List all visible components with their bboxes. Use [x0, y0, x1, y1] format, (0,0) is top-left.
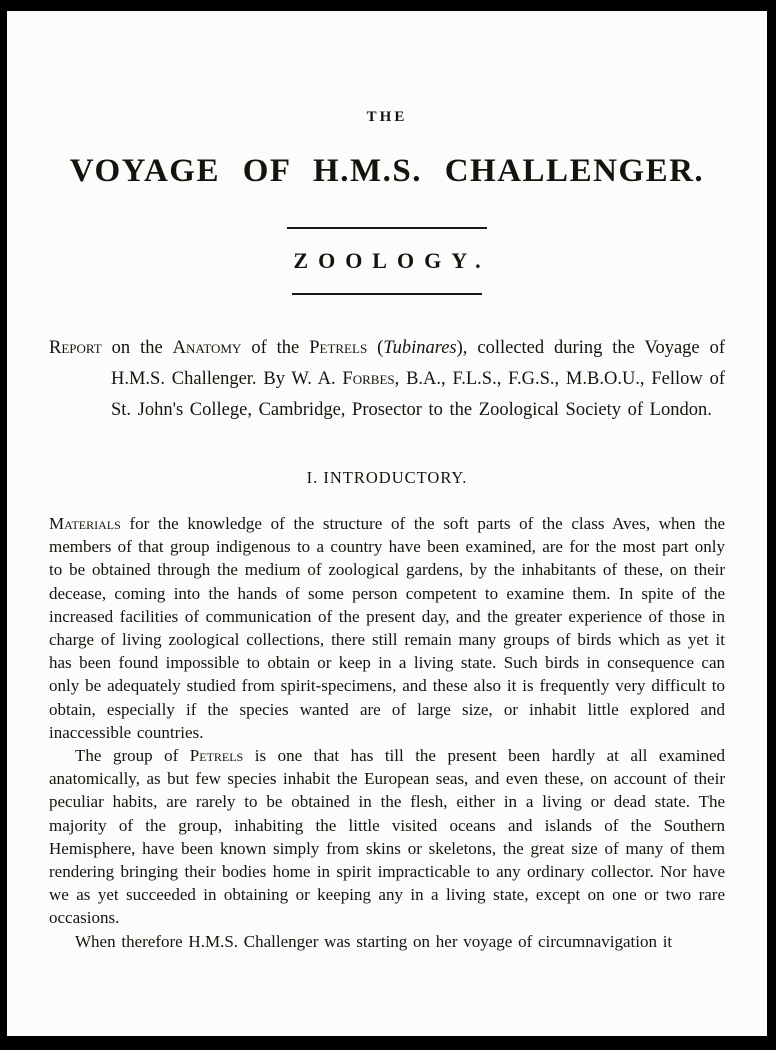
document-page — [7, 11, 767, 1036]
body-paragraph-3 — [49, 930, 725, 953]
byline-petrels-word: Petrels — [309, 338, 368, 358]
kicker-the: THE — [366, 109, 408, 125]
byline-text: of the — [241, 338, 310, 358]
paragraph-lead-word: Materials — [49, 514, 121, 533]
paragraph-text: When therefore H.M.S. Challenger was starting on her voyage of circumnavigation it — [75, 931, 673, 951]
divider-rule-bottom — [292, 293, 482, 295]
page-title: VOYAGE OF H.M.S. CHALLENGER. — [69, 153, 705, 189]
paragraph-text: The group of — [75, 746, 190, 766]
paragraph-text: for the knowledge of the structure of the soft parts of the class Aves, when the members of that group indigenous to a country have been examined, are for the most part only to be obtained through the medium of zoological gardens, by the inhabitants of these, on their decease, coming into the hands of some person competent to examine them. In spite of the increased facilities of communication of the present day, and the greater experience of those in charge of living zoological collections, there still remain many groups of birds which as yet it has been found impossible to obtain or keep in a living state. Such birds in consequence can only be adequately studied from spirit-specimens, and these also it is frequently very difficult to obtain, especially if the species wanted are of large size, or inhabit little explored and inaccessible countries. — [49, 514, 725, 742]
byline-text: on the — [101, 338, 173, 358]
report-byline — [49, 333, 725, 426]
divider-rule-top — [287, 227, 487, 229]
section-heading-zoology: ZOOLOGY. — [293, 248, 491, 273]
intro-section-heading: I. INTRODUCTORY. — [306, 468, 468, 487]
paragraph-petrels-word: Petrels — [189, 746, 244, 766]
byline-text: ), collected during the Voyage of H.M.S. Challenger. By W. A. — [111, 338, 725, 389]
byline-text: , B.A., F.L.S., F.G.S., M.B.O.U., Fellow of St. John's College, Cambridge, Prosector to the Zoological Society of London. — [111, 369, 725, 420]
byline-forbes-word: Forbes — [342, 369, 395, 389]
body-paragraph-1 — [49, 512, 725, 744]
byline-tubinares-word: Tubinares — [383, 338, 457, 358]
byline-report-word: Report — [49, 338, 102, 358]
byline-text: ( — [367, 338, 384, 358]
paragraph-text: is one that has till the present been hardly at all examined anatomically, as but few species inhabit the European seas, and even these, on account of their peculiar habits, are rarely to be obtained in the flesh, either in a living or dead state. The majority of the group, inhabiting the little visited oceans and islands of the Southern Hemisphere, have been known simply from skins or skeletons, the great size of many of them rendering bringing their bodies home in spirit impracticable to any ordinary collector. Nor have we as yet succeeded in obtaining or keeping any in a living state, except on one or two rare occasions. — [49, 746, 725, 928]
body-paragraph-2 — [49, 744, 725, 930]
byline-anatomy-word: Anatomy — [172, 338, 242, 358]
